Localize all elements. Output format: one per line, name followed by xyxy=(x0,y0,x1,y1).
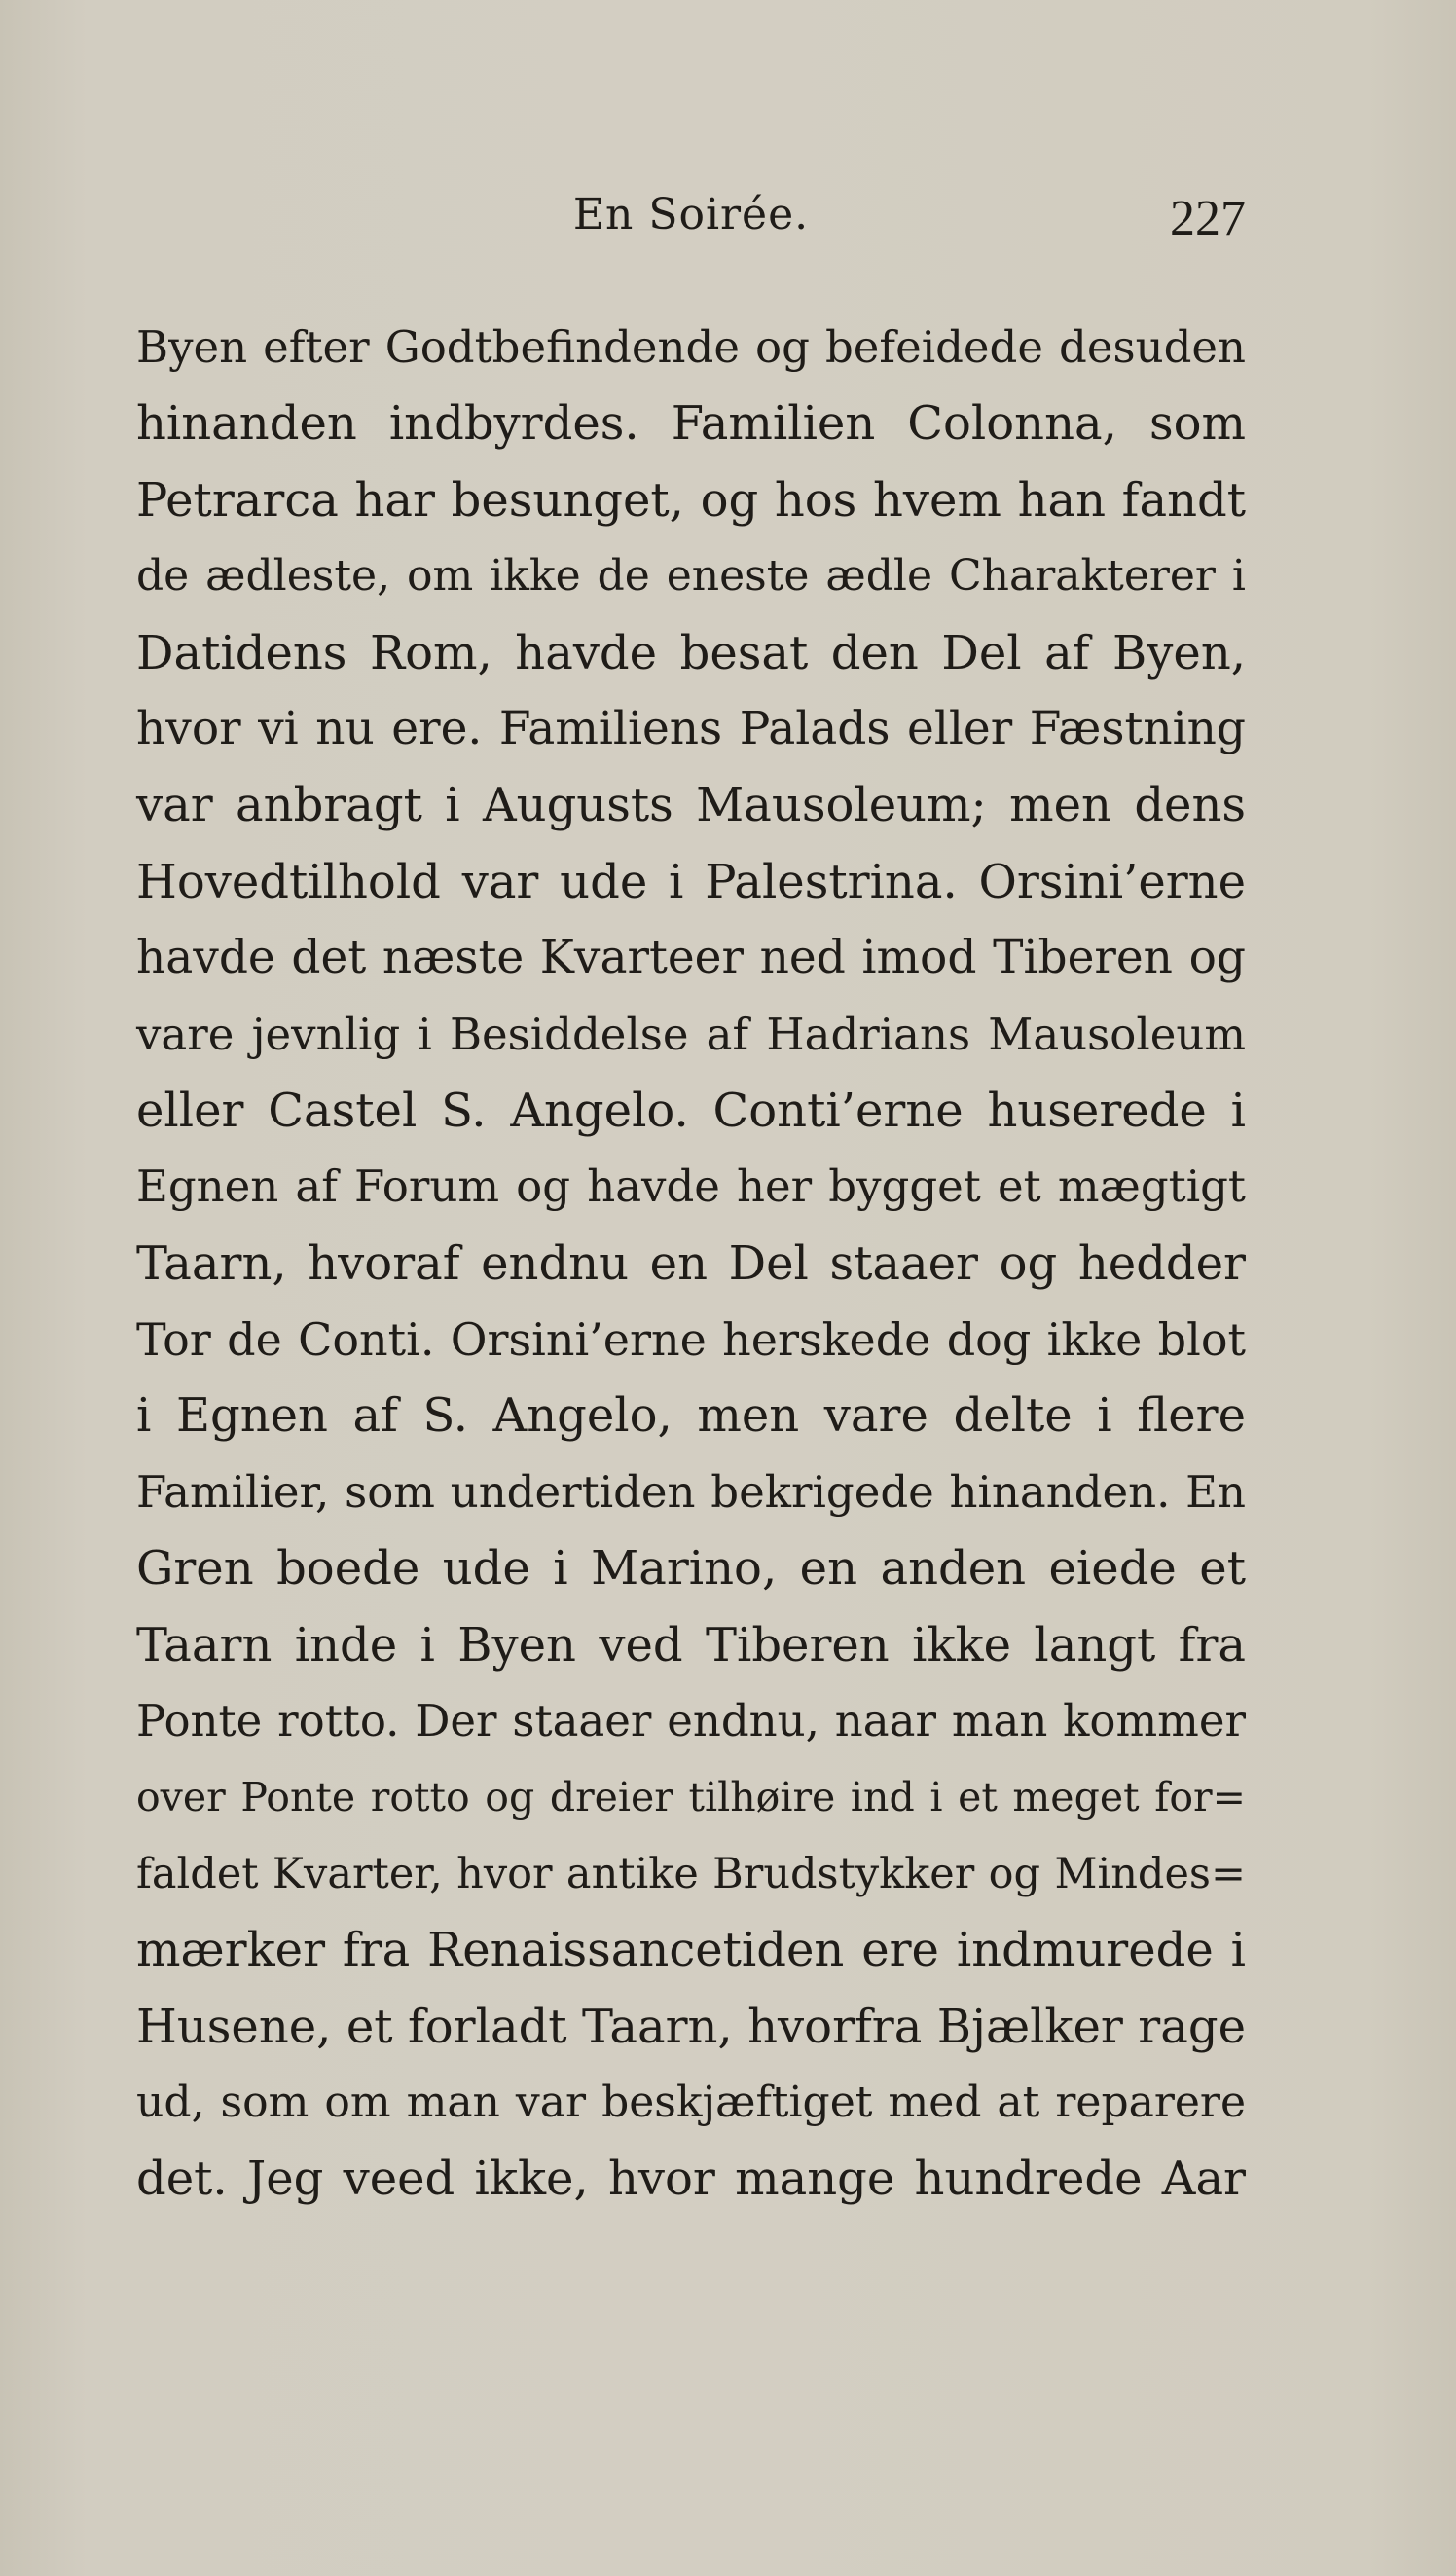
text-line: Petrarca har besunget, og hos hvem han fandt xyxy=(136,472,1246,528)
text-line: vare jevnlig i Besiddelse af Hadrians Mausoleum xyxy=(136,1008,1246,1060)
text-line: var anbragt i Augusts Mausoleum; men dens xyxy=(136,778,1246,833)
text-line: Gren boede ude i Marino, en anden eiede et xyxy=(136,1541,1246,1597)
text-line: Taarn, hvoraf endnu en Del staaer og hedder xyxy=(136,1235,1246,1291)
text-line: Hovedtilhold var ude i Palestrina. Orsini’erne xyxy=(136,854,1246,909)
text-line: hvor vi nu ere. Familiens Palads eller Fæstning xyxy=(136,701,1246,755)
page-header xyxy=(136,190,1246,258)
text-line: Familier, som undertiden bekrigede hinanden. En xyxy=(136,1465,1246,1518)
text-line: det. Jeg veed ikke, hvor mange hundrede Aar xyxy=(136,2152,1246,2207)
text-line: Ponte rotto. Der staaer endnu, naar man kommer xyxy=(136,1695,1246,1748)
text-line: Taarn inde i Byen ved Tiberen ikke langt fra xyxy=(136,1617,1246,1673)
page-number: 227 xyxy=(1170,191,1246,246)
text-line: ud, som om man var beskjæftiget med at reparere xyxy=(136,2077,1246,2127)
text-line: de ædleste, om ikke de eneste ædle Charakterer i xyxy=(136,551,1246,602)
text-line: mærker fra Renaissancetiden ere indmurede i xyxy=(136,1923,1246,1978)
text-line: over Ponte rotto og dreier tilhøire ind i et meget for= xyxy=(136,1774,1246,1822)
text-line: havde det næste Kvarteer ned imod Tiberen og xyxy=(136,931,1246,985)
text-line: Byen efter Godtbefindende og befeidede desuden xyxy=(136,321,1246,373)
text-line: faldet Kvarter, hvor antike Brudstykker og Mindes= xyxy=(136,1849,1246,1898)
text-line: Husene, et forladt Taarn, hvorfra Bjælker rage xyxy=(136,1999,1246,2054)
text-line: hinanden indbyrdes. Familien Colonna, som xyxy=(136,396,1246,452)
text-line: Tor de Conti. Orsini’erne herskede dog ikke blot xyxy=(136,1313,1246,1367)
text-line: Datidens Rom, havde besat den Del af Byen, xyxy=(136,625,1246,681)
body-text xyxy=(136,310,1246,2218)
text-line: Egnen af Forum og havde her bygget et mægtigt xyxy=(136,1160,1246,1213)
running-title: En Soirée. xyxy=(572,190,810,239)
text-line: eller Castel S. Angelo. Conti’erne huserede i xyxy=(136,1083,1246,1138)
text-line: i Egnen af S. Angelo, men vare delte i flere xyxy=(136,1388,1246,1444)
